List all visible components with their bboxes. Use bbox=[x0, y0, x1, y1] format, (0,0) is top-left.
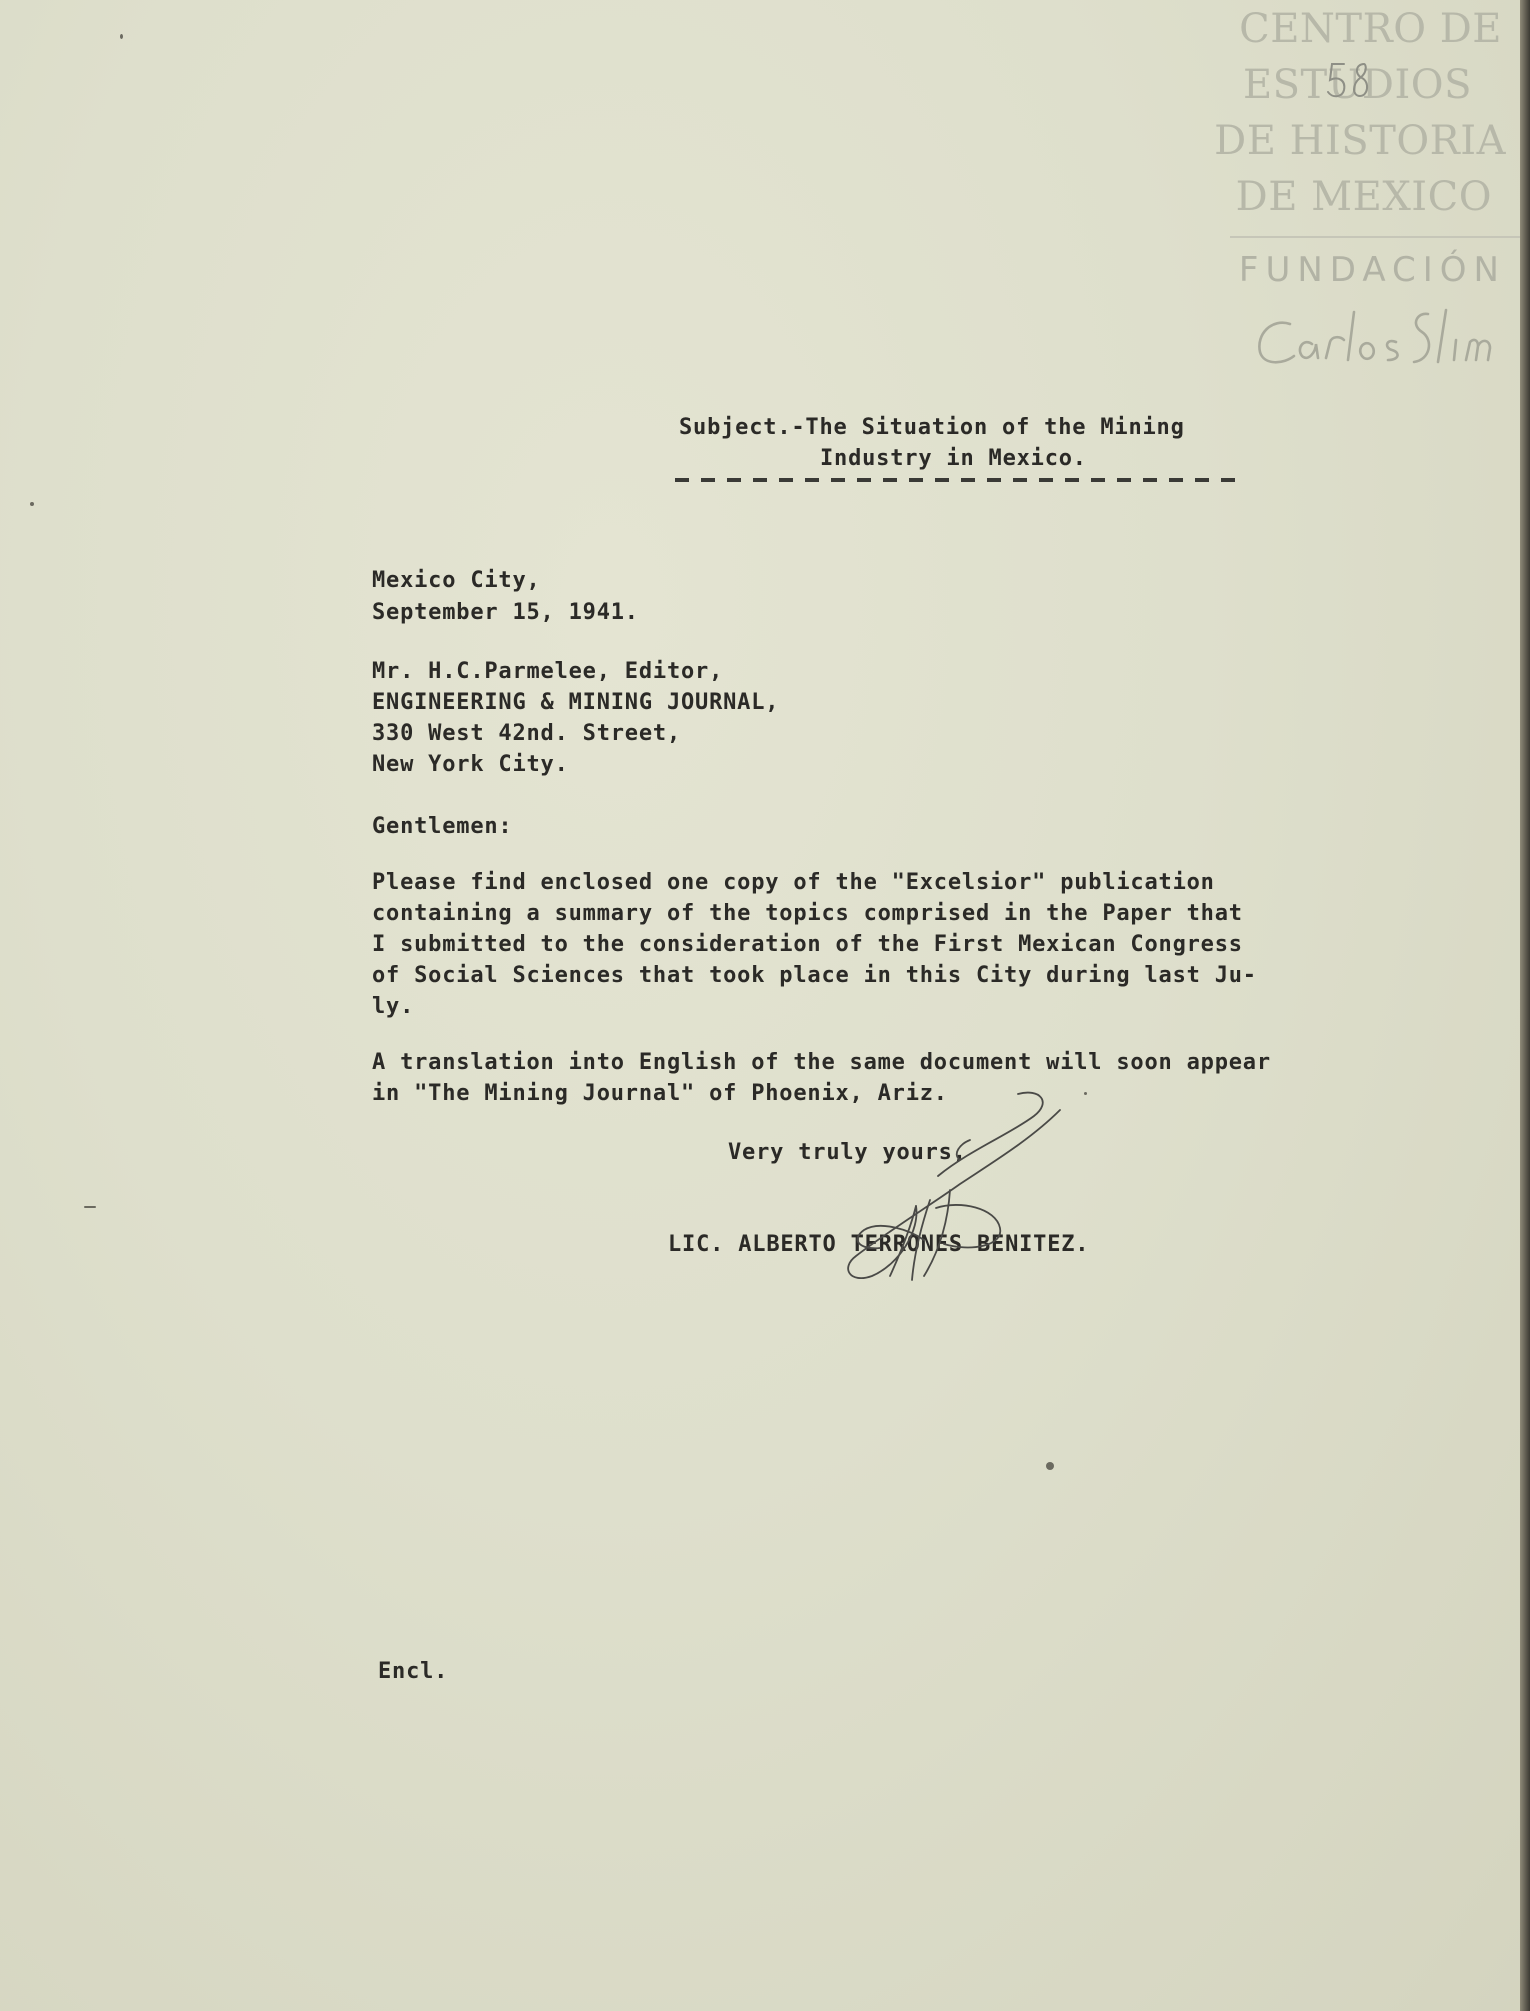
addressee-line: Mr. H.C.Parmelee, Editor, bbox=[372, 659, 724, 684]
subject-underline bbox=[675, 478, 1247, 482]
watermark-line: ESTUDIOS bbox=[1242, 62, 1472, 108]
signer-name: LIC. ALBERTO TERRONES BENITEZ. bbox=[668, 1232, 1090, 1257]
place-line: Mexico City, bbox=[372, 568, 541, 593]
paper-speck bbox=[84, 1206, 96, 1208]
addressee-line: ENGINEERING & MINING JOURNAL, bbox=[372, 690, 780, 715]
watermark-line: CENTRO DE bbox=[1239, 6, 1502, 52]
paragraph-line: ly. bbox=[372, 994, 415, 1019]
handwritten-page-number bbox=[1320, 58, 1380, 108]
addressee-line: 330 West 42nd. Street, bbox=[372, 721, 681, 746]
watermark-line: DE HISTORIA bbox=[1214, 118, 1506, 164]
handwritten-signature bbox=[820, 1080, 1100, 1290]
paper-speck bbox=[1084, 1092, 1087, 1095]
paragraph-line: Please find enclosed one copy of the "Excelsior" publication bbox=[372, 870, 1215, 895]
subject-line: Industry in Mexico. bbox=[820, 446, 1087, 471]
addressee-block bbox=[372, 656, 779, 780]
body-paragraph bbox=[372, 867, 1257, 1022]
watermark-divider bbox=[1230, 236, 1520, 238]
paper-speck bbox=[1046, 1462, 1054, 1470]
enclosure-note: Encl. bbox=[378, 1659, 449, 1684]
paper-speck bbox=[30, 502, 34, 506]
watermark-line: DE MEXICO bbox=[1235, 174, 1492, 220]
carlos-slim-signature-logo bbox=[1250, 300, 1500, 380]
closing: Very truly yours, bbox=[728, 1140, 967, 1165]
date-line: September 15, 1941. bbox=[372, 600, 639, 625]
addressee-line: New York City. bbox=[372, 752, 569, 777]
paragraph-line: containing a summary of the topics comprised in the Paper that bbox=[372, 901, 1243, 926]
salutation: Gentlemen: bbox=[372, 814, 513, 839]
paper-speck bbox=[120, 34, 123, 39]
watermark-foundation: FUNDACIÓN bbox=[1238, 250, 1506, 290]
subject-line: Subject.-The Situation of the Mining bbox=[679, 415, 1185, 440]
paragraph-line: of Social Sciences that took place in this City during last Ju- bbox=[372, 963, 1257, 988]
paragraph-line: A translation into English of the same document will soon appear bbox=[372, 1050, 1271, 1075]
paragraph-line: in "The Mining Journal" of Phoenix, Ariz. bbox=[372, 1081, 948, 1106]
paragraph-line: I submitted to the consideration of the First Mexican Congress bbox=[372, 932, 1243, 957]
archive-watermark bbox=[1214, 0, 1520, 380]
